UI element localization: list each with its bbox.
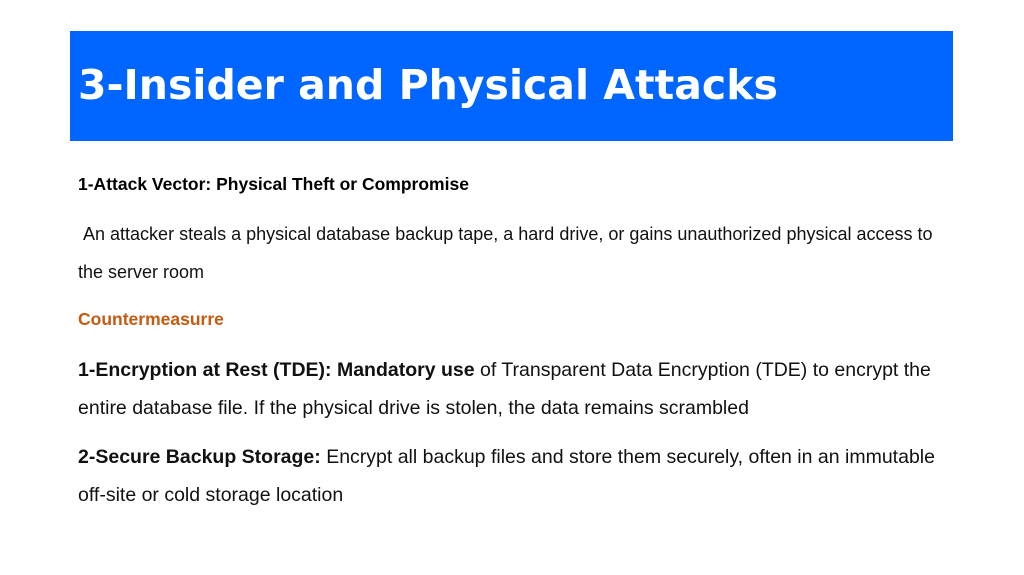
attack-vector-heading: 1-Attack Vector: Physical Theft or Compromise — [78, 174, 469, 194]
attack-vector-description: An attacker steals a physical database backup tape, a hard drive, or gains unauthorized physical access to the server room — [78, 224, 938, 282]
measure-emphasis: Mandatory use — [336, 359, 475, 381]
measure-label: 2-Secure Backup Storage: — [78, 446, 321, 468]
measure-text: of Transparent Data Encryption (TDE) to encrypt the entire database file. If the physical drive is stolen, the data remains scrambled — [78, 359, 931, 419]
measure-label: 1-Encryption at Rest (TDE): — [78, 359, 332, 381]
title-banner — [70, 31, 953, 141]
countermeasure-heading: Countermeasurre — [78, 309, 224, 329]
countermeasure-item-backup — [78, 438, 958, 514]
measure-text: Encrypt all backup files and store them securely, often in an immutable off-site or cold storage location — [78, 446, 935, 506]
slide-content — [78, 168, 958, 514]
slide-title: 3-Insider and Physical Attacks — [78, 61, 778, 109]
countermeasure-item-encryption — [78, 351, 958, 427]
